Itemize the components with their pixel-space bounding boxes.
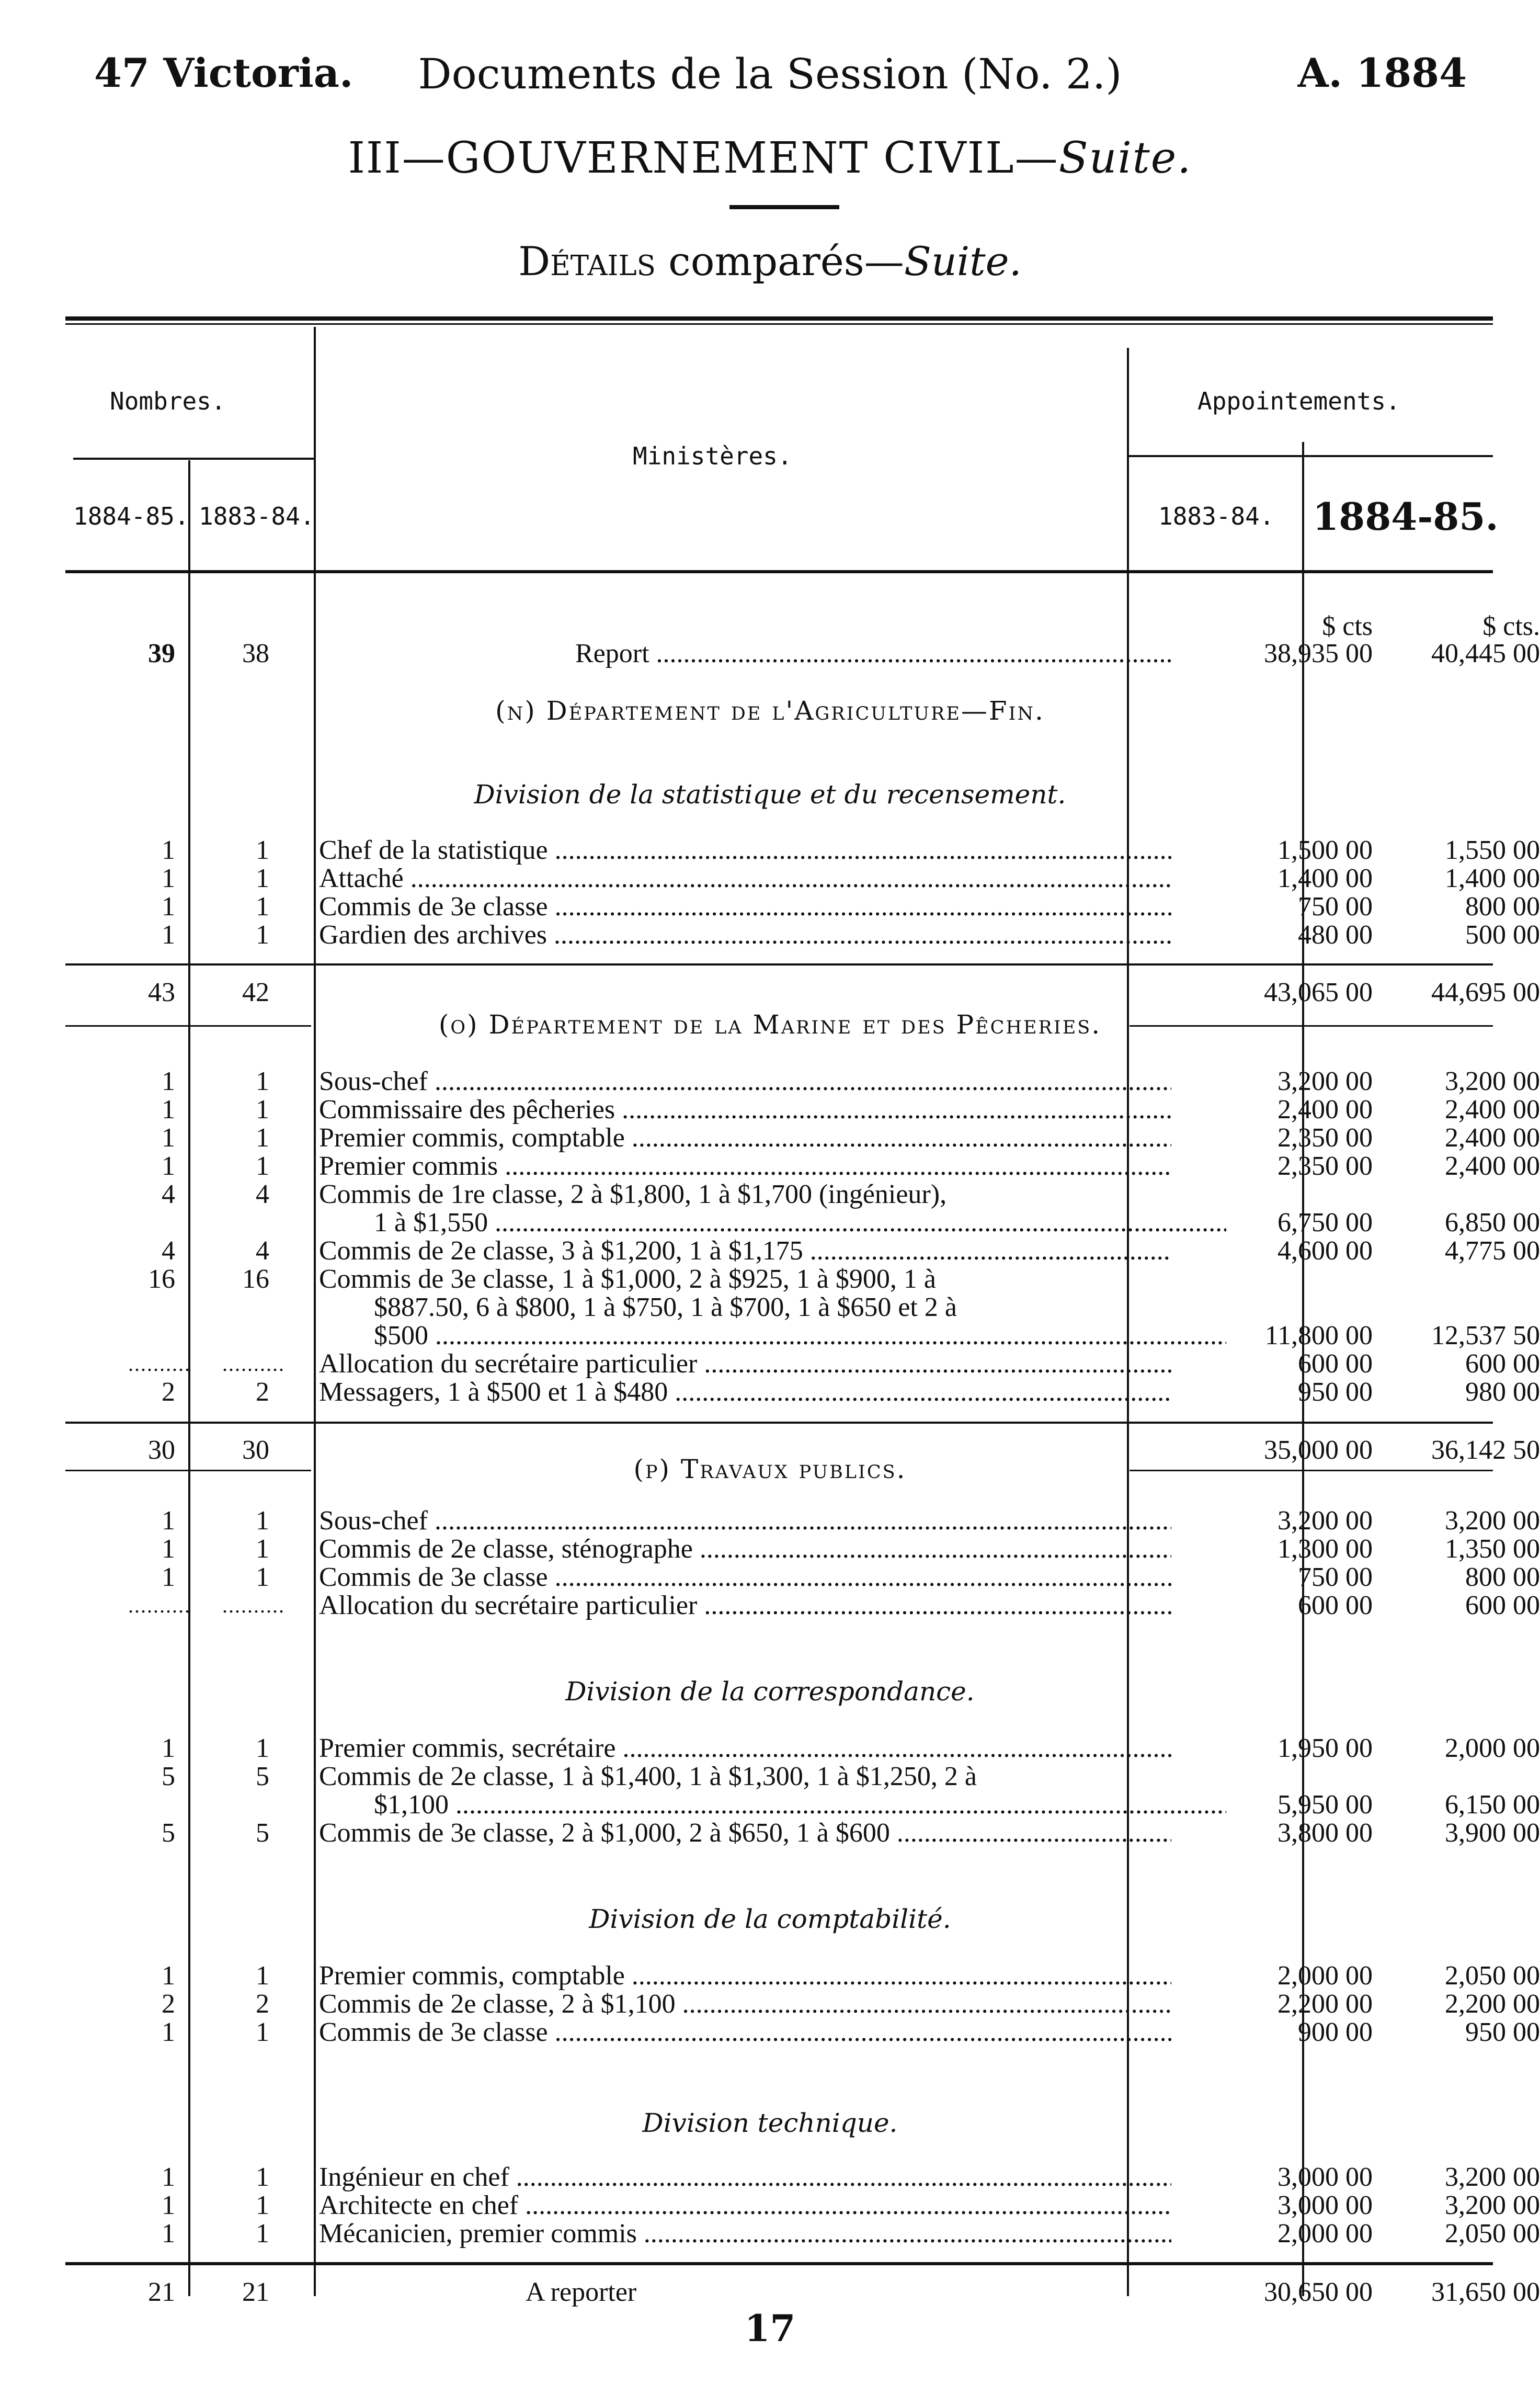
- table-row: 1 1 Attaché ..... 1,400 00 1,400 00: [65, 864, 1493, 893]
- year-1883-84-right: 1883-84.: [1158, 502, 1274, 530]
- header-right: A. 1884: [1297, 50, 1467, 96]
- title-rule: [729, 205, 839, 209]
- table-row: 1 1 Commis de 2e classe, sténographe ..... 1,300 00 1,350 00: [65, 1535, 1493, 1564]
- table-row: 1 1 Architecte en chef ..... 3,000 00 3,200 00: [65, 2191, 1493, 2220]
- table-row: 1 1 Commissaire des pêcheries ..... 2,400 00 2,400 00: [65, 1095, 1493, 1125]
- nombres-header: Nombres.: [110, 387, 226, 415]
- year-1884-85-right: 1884-85.: [1313, 494, 1499, 539]
- table-row-cont: $1,100 ..... 5,950 00 6,150 00: [65, 1790, 1493, 1820]
- header-bottom-rule: [65, 570, 1493, 573]
- table-row: 1 1 Premier commis, comptable ..... 2,350 00 2,400 00: [65, 1123, 1493, 1153]
- table-row: 1 1 Sous-chef ..... 3,200 00 3,200 00: [65, 1506, 1493, 1536]
- nombres-underline: [73, 458, 314, 460]
- section-p-rule: [65, 1470, 311, 1471]
- table-row: 1 1 Commis de 3e classe ..... 900 00 950 00: [65, 2018, 1493, 2047]
- subtotal-row: 30 30 35,000 00 36,142 50: [148, 1435, 1540, 1465]
- table-row: 1 1 Chef de la statistique ..... 1,500 00 1,550 00: [65, 836, 1493, 865]
- table-top-rule-thin: [65, 323, 1493, 325]
- appointements-underline: [1127, 455, 1493, 457]
- table-row: 1 1 Gardien des archives ..... 480 00 500 00: [65, 921, 1493, 950]
- table-row: 5 5 Commis de 2e classe, 1 à $1,400, 1 à $1,300, 1 à $1,250, 2 à: [162, 1762, 977, 1791]
- currency-row: $ cts $ cts.: [1322, 611, 1540, 641]
- table-row: .......... .......... Allocation du secrétaire particulier ..... 600 00 600 00: [65, 1591, 1493, 1620]
- table-row: 2 2 Messagers, 1 à $500 et 1 à $480 ..... 950 00 980 00: [65, 1378, 1493, 1407]
- header-left: 47 Victoria.: [94, 50, 353, 96]
- carry-rule: [65, 2262, 1493, 2265]
- table-row: 1 1 Premier commis ..... 2,350 00 2,400 00: [65, 1152, 1493, 1181]
- table-row: 1 1 Ingénieur en chef ..... 3,000 00 3,200 00: [65, 2163, 1493, 2192]
- subtotal-rule: [65, 1422, 1493, 1424]
- table-row: .......... .......... Allocation du secrétaire particulier ..... 600 00 600 00: [65, 1349, 1493, 1379]
- table-row: 1 1 Commis de 3e classe ..... 750 00 800 00: [65, 1563, 1493, 1592]
- carry-forward-row: 21 21 A reporter 30,650 00 31,650 00: [148, 2277, 1540, 2307]
- table-row-cont: 1 à $1,550 ..... 6,750 00 6,850 00: [65, 1208, 1493, 1237]
- year-1884-85-left: 1884-85.: [73, 502, 189, 530]
- table-row: 1 1 Premier commis, secrétaire ..... 1,950 00 2,000 00: [65, 1734, 1493, 1763]
- section-o-rule: [65, 1025, 311, 1027]
- table-row: 1 1 Sous-chef ..... 3,200 00 3,200 00: [65, 1067, 1493, 1096]
- section-o-heading: (o) Département de la Marine et des Pêcheries.: [438, 1009, 1102, 1040]
- table-row-cont: $500 ..... 11,800 00 12,537 50: [65, 1321, 1493, 1350]
- subtotal-rule: [65, 963, 1493, 966]
- year-1883-84-left: 1883-84.: [199, 502, 315, 530]
- page-subtitle: Détails comparés—Suite.: [518, 238, 1022, 285]
- section-p-rule-right: [1130, 1470, 1493, 1471]
- table-row: 4 4 Commis de 1re classe, 2 à $1,800, 1 à $1,700 (ingénieur),: [162, 1179, 947, 1209]
- table-row: 4 4 Commis de 2e classe, 3 à $1,200, 1 à $1,175 ..... 4,600 00 4,775 00: [65, 1236, 1493, 1266]
- table-row: 5 5 Commis de 3e classe, 2 à $1,000, 2 à $650, 1 à $600 ..... 3,800 00 3,900 00: [65, 1819, 1493, 1848]
- table-row: 2 2 Commis de 2e classe, 2 à $1,100 ..... 2,200 00 2,200 00: [65, 1990, 1493, 2019]
- table-row: 1 1 Commis de 3e classe ..... 750 00 800 00: [65, 892, 1493, 922]
- table-top-rule: [65, 316, 1493, 321]
- section-o-rule-right: [1130, 1025, 1493, 1027]
- subtotal-row: 43 42 43,065 00 44,695 00: [148, 978, 1540, 1007]
- table-row: 16 16 Commis de 3e classe, 1 à $1,000, 2 à $925, 1 à $900, 1 à: [148, 1264, 936, 1294]
- header-center: Documents de la Session (No. 2.): [418, 50, 1122, 98]
- division-technique: Division technique.: [642, 2108, 898, 2138]
- report-row: 39 38 Report ..... 38,935 00 40,445 00: [65, 639, 1493, 668]
- table-row: 1 1 Mécanicien, premier commis ..... 2,000 00 2,050 00: [65, 2219, 1493, 2249]
- table-row: 1 1 Premier commis, comptable ..... 2,000 00 2,050 00: [65, 1961, 1493, 1991]
- division-correspondance: Division de la correspondance.: [565, 1676, 975, 1707]
- table-row-cont: $887.50, 6 à $800, 1 à $750, 1 à $700, 1 à $650 et 2 à: [374, 1293, 957, 1322]
- section-p-heading: (p) Travaux publics.: [633, 1454, 907, 1484]
- section-n-heading: (n) Département de l'Agriculture—Fin.: [495, 696, 1045, 726]
- division-statistique: Division de la statistique et du recensement.: [474, 779, 1066, 810]
- ministeres-header: Ministères.: [633, 442, 792, 470]
- division-comptabilite: Division de la comptabilité.: [589, 1904, 951, 1934]
- page-title: III—GOUVERNEMENT CIVIL—Suite.: [348, 133, 1192, 183]
- appointements-header: Appointements.: [1197, 387, 1400, 415]
- page-number: 17: [744, 2307, 796, 2350]
